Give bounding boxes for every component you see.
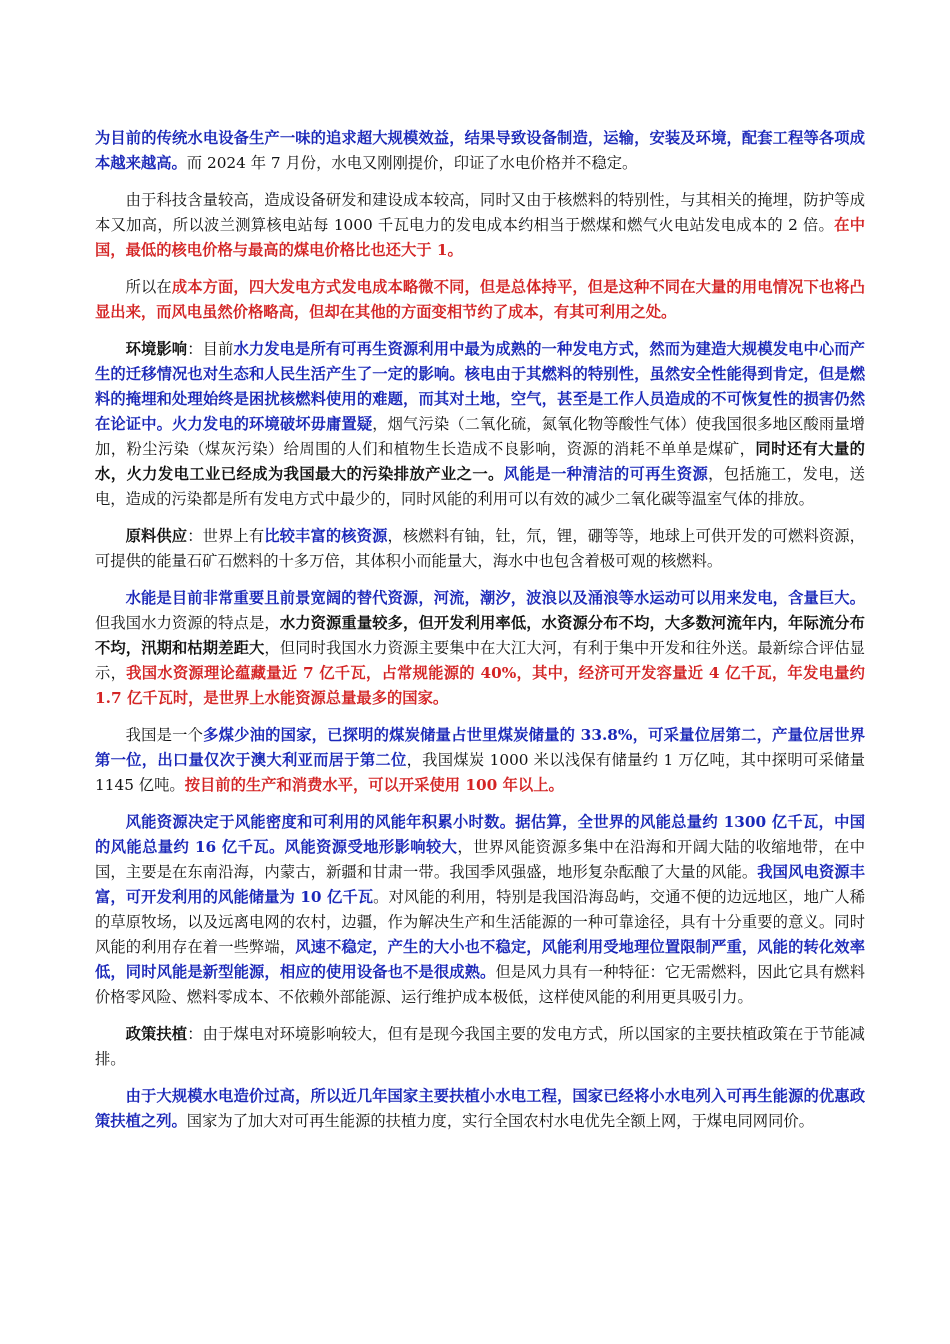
text-segment: ，烟气污染（二氧化硫，氮氧化物等酸性气体）使我国很多地区酸雨量增加，粉尘污染（煤灰污染）给周围的人们和植物生长造成不良影响，资源的消耗不单单是煤矿，	[95, 415, 865, 458]
paragraph	[95, 188, 865, 263]
text-segment: 由于大规模水电造价过高，所以近几年国家主要扶植小水电工程，国家已经将小水电列入可再生能源的优惠政策扶植之列。	[95, 1087, 865, 1130]
text-segment: ，包括施工，发电，送电，造成的污染都是所有发电方式中最少的，同时风能的利用可以有效的减少二氧化碳等温室气体的排放。	[95, 465, 865, 508]
text-segment: 我国是一个	[125, 726, 204, 744]
text-segment: 由于科技含量较高，造成设备研发和建设成本较高，同时又由于核燃料的特别性，与其相关的掩埋，防护等成本又加高，所以波兰测算核电站每 1000 千瓦电力的发电成本约相当于燃煤和燃气火电站发电成本的 2 倍。	[95, 191, 865, 234]
text-segment: ，但同时我国水力资源主要集中在大江大河，有利于集中开发和往外送。最新综合评估显示，	[95, 639, 865, 682]
text-segment: 在中国，最低的核电价格与最高的煤电价格比也还大于 1。	[95, 216, 865, 259]
text-segment: 我国风电资源丰富，可开发利用的风能储量为 10 亿千瓦	[95, 863, 865, 906]
paragraph	[95, 275, 865, 325]
text-segment: 为目前的传统水电设备生产一味的追求超大规模效益，结果导致设备制造，运输，安装及环境，配套工程等各项成本越来越高。	[95, 129, 865, 172]
document-body	[95, 126, 865, 1146]
text-segment: 多煤少油的国家，已探明的煤炭储量占世里煤炭储量的 33.8%，可采量位居第二，产量位居世界第一位，出口量仅次于澳大利亚而居于第二位	[95, 726, 865, 769]
text-segment: 我国水资源理论蕴藏量近 7 亿千瓦，占常规能源的 40%，其中，经济可开发容量近 4 亿千瓦，年发电量约 1.7 亿千瓦时，是世界上水能资源总量最多的国家。	[95, 664, 865, 707]
paragraph	[95, 1022, 865, 1072]
text-segment: 比较丰富的核资源	[264, 527, 388, 545]
text-segment: 而 2024 年 7 月份，水电又刚刚提价，印证了水电价格并不稳定。	[186, 154, 638, 172]
text-segment: 。对风能的利用，特别是我国沿海岛屿，交通不便的边远地区，地广人稀的草原牧场，以及远离电网的农村，边疆，作为解决生产和生活能源的一种可靠途径，具有十分重要的意义。同时风能的利用存在着一些弊端，	[95, 888, 865, 956]
text-segment: ：世界上有	[187, 527, 265, 545]
text-segment: 水力资源重量较多，但开发利用率低，水资源分布不均，大多数河流年内，年际流分布不均，汛期和枯期差距大	[95, 614, 865, 657]
text-segment: ：由于煤电对环境影响较大，但有是现今我国主要的发电方式，所以国家的主要扶植政策在于节能减排。	[95, 1025, 865, 1068]
text-segment: ，我国煤炭 1000 米以浅保有储量约 1 万亿吨，其中探明可采储量 1145 亿吨。	[95, 751, 865, 794]
text-segment: 政策扶植	[125, 1025, 188, 1043]
paragraph	[95, 524, 865, 574]
text-segment: 水力发电是所有可再生资源利用中最为成熟的一种发电方式，然而为建造大规模发电中心而产生的迁移情况也对生态和人民生活产生了一定的影响。核电由于其燃料的特别性，虽然安全性能得到肯定，但是燃料的掩埋和处理始终是困扰核燃料使用的难题，而其对土地，空气，甚至是工作人员造成的不可恢复性的损害仍然在论证中。火力发电的环境破坏毋庸置疑	[95, 340, 865, 433]
text-segment: 原料供应	[125, 527, 188, 545]
text-segment: 风速不稳定，产生的大小也不稳定，风能利用受地理位置限制严重，风能的转化效率低，同时风能是新型能源，相应的使用设备也不是很成熟。	[95, 938, 865, 981]
text-segment: ：目前	[187, 340, 234, 358]
paragraph	[95, 723, 865, 798]
text-segment: 风能是一种清洁的可再生资源	[503, 465, 709, 483]
text-segment: 环境影响	[125, 340, 188, 358]
text-segment: 按目前的生产和消费水平，可以开采使用 100 年以上。	[184, 776, 564, 794]
text-segment: 成本方面，四大发电方式发电成本略微不同，但是总体持平，但是这种不同在大量的用电情况下也将凸显出来，而风电虽然价格略高，但却在其他的方面变相节约了成本，有其可利用之处。	[95, 278, 865, 321]
text-segment: 所以在	[125, 278, 172, 296]
text-segment: 同时还有大量的水，火力发电工业已经成为我国最大的污染排放产业之一。	[95, 440, 865, 483]
text-segment: 水能是目前非常重要且前景宽阔的替代资源，河流，潮汐，波浪以及涌浪等水运动可以用来发电，含量巨大。	[125, 589, 865, 607]
text-segment: 但是风力具有一种特征：它无需燃料，因此它具有燃料价格零风险、燃料零成本、不依赖外部能源、运行维护成本极低，这样使风能的利用更具吸引力。	[95, 963, 865, 1006]
paragraph	[95, 337, 865, 512]
text-segment: 但我国水力资源的特点是，	[95, 614, 280, 632]
text-segment: ，世界风能资源多集中在沿海和开阔大陆的收缩地带，在中国，主要是在东南沿海，内蒙古，新疆和甘肃一带。我国季风强盛，地形复杂酝酿了大量的风能。	[95, 838, 865, 881]
paragraph	[95, 126, 865, 176]
paragraph	[95, 586, 865, 711]
text-segment: 国家为了加大对可再生能源的扶植力度，实行全国农村水电优先全额上网，于煤电同网同价。	[186, 1112, 814, 1130]
text-segment: ，核燃料有铀，钍，氘，锂，硼等等，地球上可供开发的可燃料资源，可提供的能量石矿石燃料的十多万倍，其体积小而能量大，海水中也包含着极可观的核燃料。	[95, 527, 865, 570]
paragraph	[95, 1084, 865, 1134]
paragraph	[95, 810, 865, 1010]
text-segment: 风能资源决定于风能密度和可利用的风能年积累小时数。据估算，全世界的风能总量约 1300 亿千瓦，中国的风能总量约 16 亿千瓦。风能资源受地形影响较大	[95, 813, 865, 856]
